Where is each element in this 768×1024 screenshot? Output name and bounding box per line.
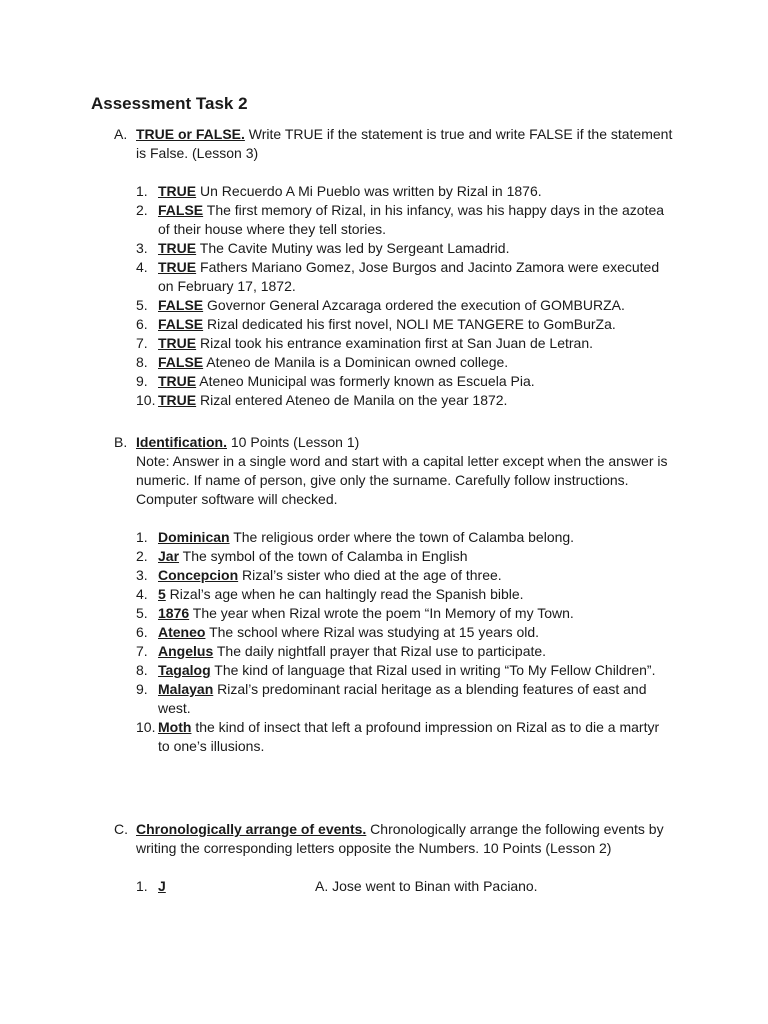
list-item bbox=[114, 372, 674, 391]
statement: The symbol of the town of Calamba in English bbox=[179, 548, 468, 564]
answer: FALSE bbox=[158, 316, 204, 332]
answer: 1876 bbox=[158, 605, 190, 621]
list-item bbox=[114, 585, 674, 604]
statement: the kind of insect that left a profound impression on Rizal as to die a martyr to one’s illusions. bbox=[158, 719, 660, 754]
question-list bbox=[114, 528, 674, 756]
list-item bbox=[114, 547, 674, 566]
section-instruction bbox=[136, 125, 674, 163]
item-number: 3. bbox=[136, 240, 148, 256]
instruction-text: Chronologically arrange the following events by writing the corresponding letters opposite the Numbers. 10 Points (Lesson 2) bbox=[136, 821, 664, 856]
answer: Tagalog bbox=[158, 662, 211, 678]
item-number: 2. bbox=[136, 548, 148, 564]
statement: Ateneo de Manila is a Dominican owned college. bbox=[203, 354, 509, 370]
item-number: 1. bbox=[136, 529, 148, 545]
statement: The Cavite Mutiny was led by Sergeant Lamadrid. bbox=[196, 240, 510, 256]
section-letter: A. bbox=[114, 126, 128, 142]
answer: TRUE bbox=[158, 335, 197, 351]
list-item bbox=[114, 334, 674, 353]
item-number: 9. bbox=[136, 373, 148, 389]
answer: Dominican bbox=[158, 529, 230, 545]
answer: FALSE bbox=[158, 297, 204, 313]
statement: The religious order where the town of Calamba belong. bbox=[229, 529, 575, 545]
item-number: 2. bbox=[136, 202, 148, 218]
item-number: 4. bbox=[136, 259, 148, 275]
list-item bbox=[114, 391, 674, 410]
section-note: Note: Answer in a single word and start with a capital letter except when the answer is numeric. If name of person, give only the surname. Carefully follow instructions. Computer software will checked. bbox=[136, 453, 668, 507]
list-item bbox=[114, 642, 674, 661]
statement: Governor General Azcaraga ordered the execution of GOMBURZA. bbox=[203, 297, 625, 313]
list-item bbox=[114, 296, 674, 315]
answer: Angelus bbox=[158, 643, 214, 659]
instruction-text: 10 Points (Lesson 1) bbox=[227, 434, 360, 450]
statement: Rizal took his entrance examination first at San Juan de Letran. bbox=[196, 335, 594, 351]
answer: TRUE bbox=[158, 183, 197, 199]
list-item bbox=[114, 258, 674, 296]
item-number: 1. bbox=[136, 878, 148, 894]
item-number: 5. bbox=[136, 605, 148, 621]
section-chronological bbox=[114, 820, 674, 896]
statement: Rizal dedicated his first novel, NOLI ME TANGERE to GomBurZa. bbox=[203, 316, 616, 332]
section-true-or-false bbox=[114, 125, 674, 410]
statement: The school where Rizal was studying at 15 years old. bbox=[205, 624, 540, 640]
section-letter: B. bbox=[114, 434, 128, 450]
statement: Rizal’s age when he can haltingly read the Spanish bible. bbox=[165, 586, 524, 602]
answer: Jar bbox=[158, 548, 180, 564]
statement: Rizal’s predominant racial heritage as a blending features of east and west. bbox=[158, 681, 647, 716]
item-number: 6. bbox=[136, 624, 148, 640]
statement: Ateneo Municipal was formerly known as Escuela Pia. bbox=[196, 373, 535, 389]
list-item bbox=[114, 604, 674, 623]
answer: J bbox=[158, 878, 166, 894]
list-item bbox=[114, 877, 674, 896]
answer: TRUE bbox=[158, 259, 197, 275]
item-number: 3. bbox=[136, 567, 148, 583]
answer: FALSE bbox=[158, 202, 204, 218]
section-heading: Identification. bbox=[136, 434, 227, 450]
statement: The daily nightfall prayer that Rizal use to participate. bbox=[213, 643, 547, 659]
statement: Un Recuerdo A Mi Pueblo was written by Rizal in 1876. bbox=[196, 183, 542, 199]
list-item bbox=[114, 315, 674, 334]
item-number: 5. bbox=[136, 297, 148, 313]
event-text: A. Jose went to Binan with Paciano. bbox=[315, 878, 538, 894]
list-item bbox=[114, 239, 674, 258]
statement: Rizal entered Ateneo de Manila on the year 1872. bbox=[196, 392, 508, 408]
list-item bbox=[114, 353, 674, 372]
item-number: 10. bbox=[136, 392, 156, 408]
instruction-text: Write TRUE if the statement is true and write FALSE if the statement is False. (Lesson 3) bbox=[136, 126, 673, 161]
item-number: 1. bbox=[136, 183, 148, 199]
section-instruction bbox=[136, 433, 674, 452]
question-list bbox=[114, 182, 674, 410]
list-item bbox=[114, 680, 674, 718]
answer: 5 bbox=[158, 586, 166, 602]
item-number: 6. bbox=[136, 316, 148, 332]
item-number: 7. bbox=[136, 643, 148, 659]
statement: Fathers Mariano Gomez, Jose Burgos and Jacinto Zamora were executed on February 17, 1872. bbox=[158, 259, 660, 294]
answer: Malayan bbox=[158, 681, 214, 697]
item-number: 8. bbox=[136, 662, 148, 678]
answer: FALSE bbox=[158, 354, 204, 370]
list-item bbox=[114, 566, 674, 585]
answer: TRUE bbox=[158, 373, 197, 389]
list-item bbox=[114, 528, 674, 547]
statement: Rizal’s sister who died at the age of three. bbox=[238, 567, 502, 583]
item-number: 8. bbox=[136, 354, 148, 370]
answer: Concepcion bbox=[158, 567, 239, 583]
answer: Ateneo bbox=[158, 624, 206, 640]
statement: The first memory of Rizal, in his infancy, was his happy days in the azotea of their house where they tell stories. bbox=[158, 202, 665, 237]
item-number: 7. bbox=[136, 335, 148, 351]
list-item bbox=[114, 201, 674, 239]
section-heading: TRUE or FALSE. bbox=[136, 126, 245, 142]
section-heading: Chronologically arrange of events. bbox=[136, 821, 367, 837]
statement: The kind of language that Rizal used in writing “To My Fellow Children”. bbox=[210, 662, 656, 678]
list-item bbox=[114, 623, 674, 642]
section-instruction bbox=[136, 820, 674, 858]
list-item bbox=[114, 718, 674, 756]
statement: The year when Rizal wrote the poem “In Memory of my Town. bbox=[189, 605, 574, 621]
list-item bbox=[114, 661, 674, 680]
section-identification bbox=[114, 433, 674, 756]
item-number: 9. bbox=[136, 681, 148, 697]
section-letter: C. bbox=[114, 821, 128, 837]
answer: TRUE bbox=[158, 392, 197, 408]
page-title: Assessment Task 2 bbox=[91, 94, 248, 113]
list-item bbox=[114, 182, 674, 201]
answer: TRUE bbox=[158, 240, 197, 256]
answer: Moth bbox=[158, 719, 192, 735]
item-number: 4. bbox=[136, 586, 148, 602]
item-number: 10. bbox=[136, 719, 156, 735]
